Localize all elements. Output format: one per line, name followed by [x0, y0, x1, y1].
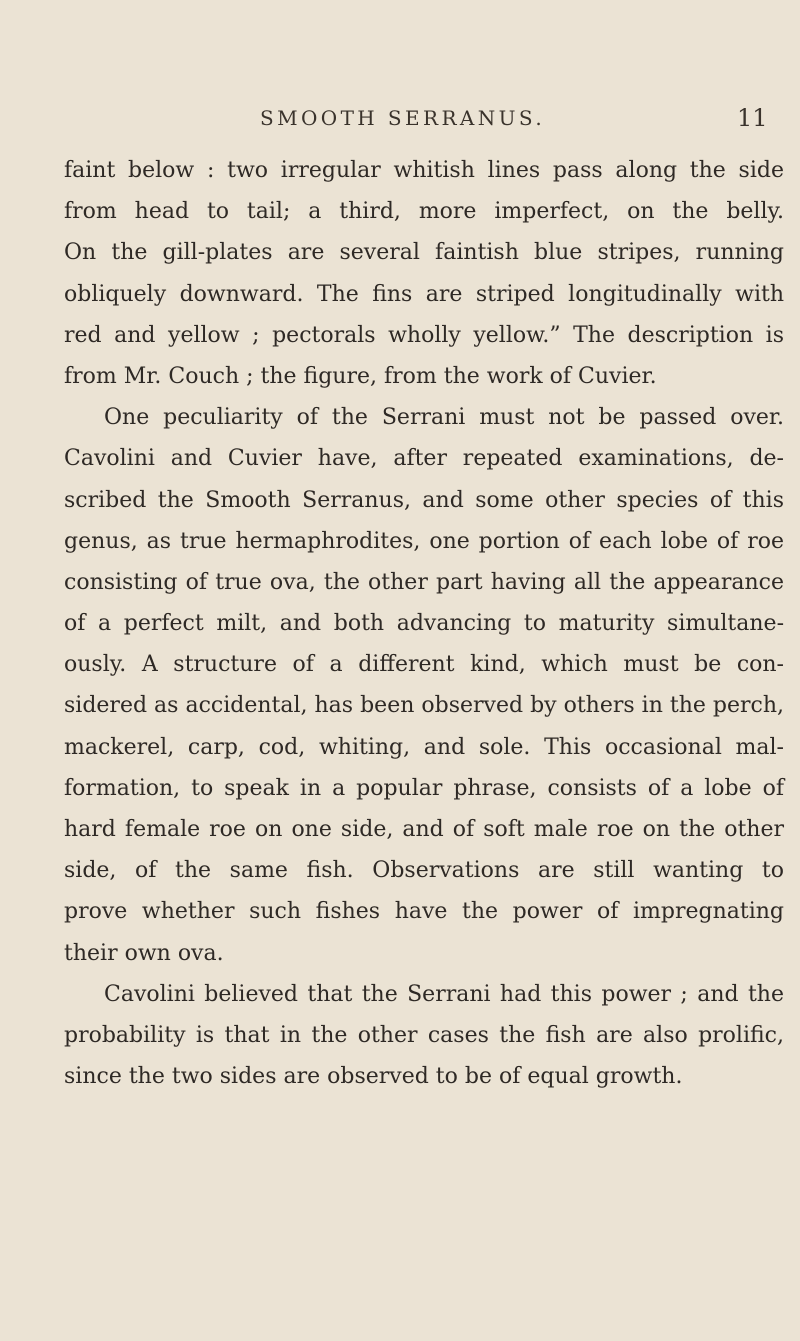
text-line: mackerel, carp, cod, whiting, and sole. This occasional mal-: [64, 734, 784, 760]
running-head: [0, 106, 800, 138]
text-line: their own ova.: [64, 940, 224, 966]
text-line: obliquely downward. The fins are striped longitudinally with: [64, 281, 784, 307]
text-line: On the gill-plates are several faintish blue stripes, running: [64, 240, 784, 266]
paragraph: [64, 397, 784, 974]
text-line: faint below : two irregular whitish lines pass along the side: [64, 158, 784, 183]
body-text: [64, 150, 784, 1097]
text-line: scribed the Smooth Serranus, and some other species of this: [64, 487, 784, 513]
text-line: consisting of true ova, the other part having all the appearance: [64, 569, 784, 595]
paragraph: [64, 974, 784, 1098]
page-number: 11: [737, 104, 768, 132]
text-line: Cavolini and Cuvier have, after repeated examinations, de-: [64, 446, 784, 472]
text-line: prove whether such fishes have the power of impregnating: [64, 899, 784, 925]
text-line: from head to tail; a third, more imperfect, on the belly.: [64, 199, 784, 225]
text-line: Cavolini believed that the Serrani had this power ; and the: [104, 981, 784, 1007]
text-line: One peculiarity of the Serrani must not be passed over.: [104, 405, 784, 431]
text-line: sidered as accidental, has been observed by others in the perch,: [64, 693, 784, 719]
text-line: of a perfect milt, and both advancing to maturity simultane-: [64, 611, 784, 637]
running-title: SMOOTH SERRANUS.: [260, 106, 546, 130]
text-line: genus, as true hermaphrodites, one portion of each lobe of roe: [64, 528, 784, 554]
text-line: red and yellow ; pectorals wholly yellow.” The description is: [64, 322, 784, 348]
text-line: formation, to speak in a popular phrase, consists of a lobe of: [64, 775, 784, 801]
paragraph: [64, 150, 784, 397]
text-line: side, of the same fish. Observations are still wanting to: [64, 858, 784, 884]
text-line: from Mr. Couch ; the figure, from the work of Cuvier.: [64, 363, 657, 389]
text-line: probability is that in the other cases the fish are also prolific,: [64, 1022, 784, 1048]
text-line: ously. A structure of a different kind, which must be con-: [64, 652, 784, 678]
text-line: hard female roe on one side, and of soft male roe on the other: [64, 817, 784, 842]
text-line: since the two sides are observed to be of equal growth.: [64, 1064, 683, 1090]
